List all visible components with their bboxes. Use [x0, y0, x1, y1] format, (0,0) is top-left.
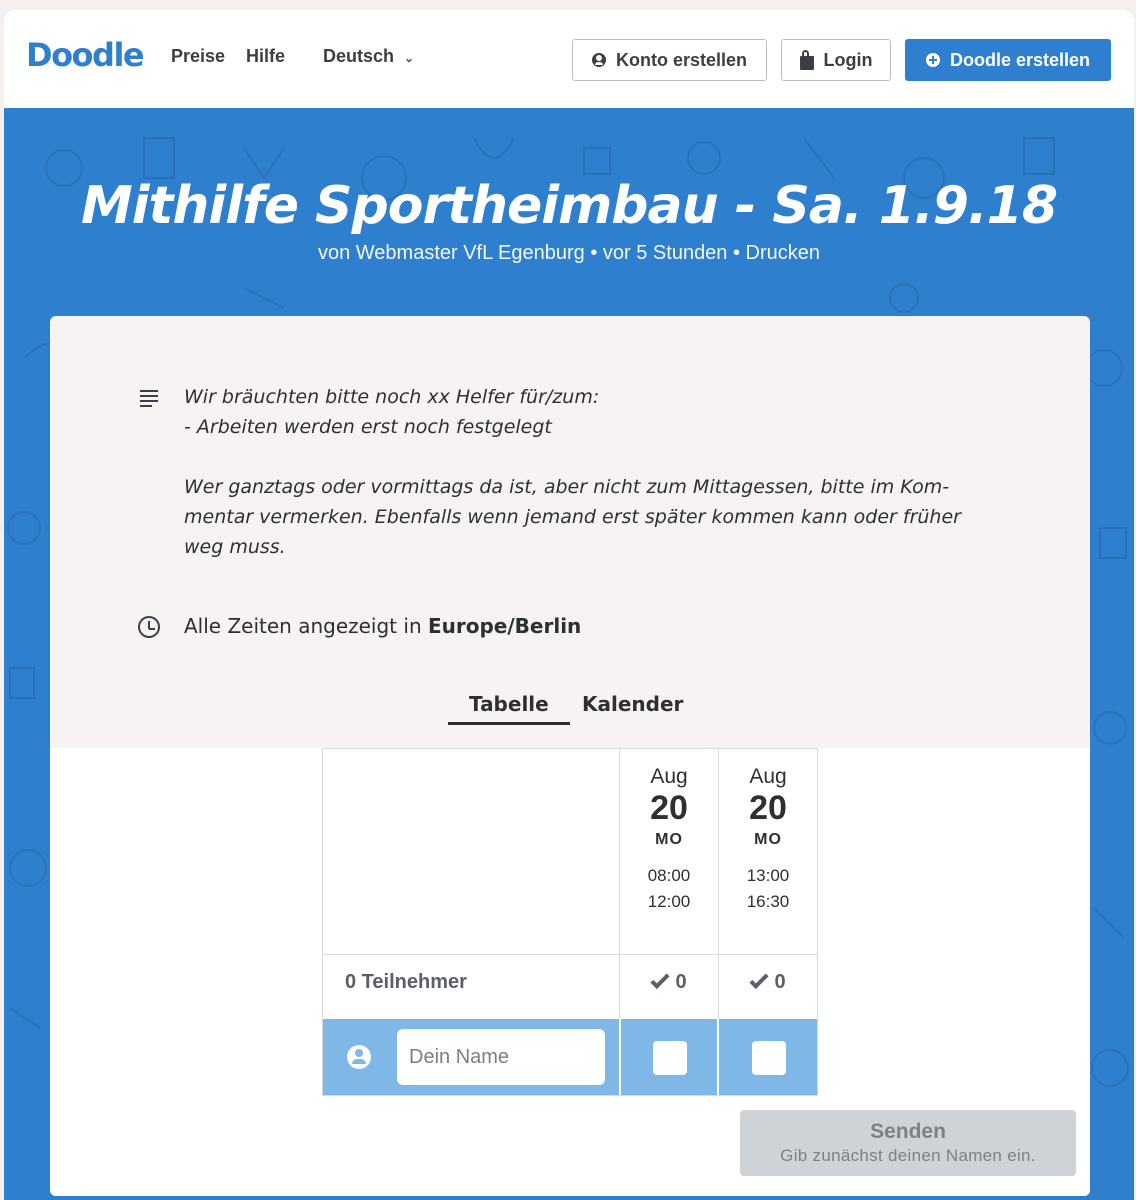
plus-circle-icon — [926, 53, 940, 67]
poll-byline: von Webmaster VfL Egenburg • vor 5 Stunden • Drucken — [317, 242, 821, 264]
send-label: Senden — [870, 1120, 946, 1143]
chevron-down-icon: ⌄ — [404, 51, 415, 65]
create-doodle-label: Doodle erstellen — [949, 49, 1091, 70]
language-label: Deutsch — [323, 46, 395, 66]
option-month: Aug — [749, 765, 787, 788]
option-1-yes-count: 0 — [620, 971, 718, 994]
option-month: Aug — [650, 765, 688, 788]
nav-pricing-link[interactable]: Preise — [171, 46, 226, 66]
option-end-time: 16:30 — [746, 892, 790, 911]
poll-card — [50, 316, 1090, 1196]
login-button[interactable] — [781, 39, 891, 81]
tab-calendar[interactable]: Kalender — [582, 692, 684, 716]
option-start-time: 13:00 — [746, 866, 790, 885]
create-account-label: Konto erstellen — [615, 49, 748, 70]
option-2-checkbox[interactable] — [752, 1041, 786, 1075]
clock-icon — [138, 616, 160, 638]
option-start-time: 08:00 — [647, 866, 691, 885]
timezone-prefix: Alle Zeiten angezeigt in — [184, 614, 422, 638]
option-2-yes-count: 0 — [719, 971, 817, 994]
create-doodle-button[interactable] — [905, 39, 1111, 81]
top-nav-bar — [4, 10, 1134, 108]
option-end-time: 12:00 — [647, 892, 691, 911]
page-frame — [4, 10, 1134, 1200]
tab-table[interactable]: Tabelle — [448, 692, 570, 725]
poll-title: Mithilfe Sportheimbau - Sa. 1.9.18 — [80, 176, 1058, 236]
lock-icon — [800, 56, 814, 70]
participants-count: 0 Teilnehmer — [345, 971, 467, 993]
send-button[interactable] — [740, 1110, 1076, 1176]
timezone-info — [184, 614, 581, 638]
create-account-button[interactable] — [572, 39, 767, 81]
option-1-checkbox[interactable] — [653, 1041, 687, 1075]
participant-entry-row — [323, 1019, 817, 1095]
option-column-2 — [719, 765, 817, 915]
option-weekday: MO — [754, 831, 782, 848]
poll-table — [322, 748, 818, 1096]
login-label: Login — [823, 49, 873, 70]
description-icon — [140, 390, 158, 410]
option-day: 20 — [749, 789, 787, 827]
send-hint: Gib zunächst deinen Namen ein. — [780, 1146, 1036, 1165]
option-column-1 — [620, 765, 718, 915]
check-icon — [651, 970, 670, 989]
user-icon — [592, 53, 606, 67]
option-weekday: MO — [655, 831, 683, 848]
user-avatar-icon — [347, 1045, 371, 1069]
nav-help-link[interactable]: Hilfe — [246, 46, 286, 66]
timezone-value: Europe/Berlin — [427, 614, 582, 638]
poll-description: Wir bräuchten bitte noch xx Helfer für/zum: - Arbeiten werden erst noch festgelegt Wer ganztags oder vormittags da ist, aber nicht zum Mittagessen, bitte im Kom- mentar vermerken. Ebenfalls wenn jemand erst später kommen kann oder früher weg muss. — [184, 386, 961, 558]
option-day: 20 — [650, 789, 688, 827]
check-icon — [750, 970, 769, 989]
doodle-logo[interactable]: Doodle — [26, 36, 144, 74]
language-selector[interactable] — [323, 46, 414, 67]
name-input[interactable] — [397, 1029, 605, 1085]
